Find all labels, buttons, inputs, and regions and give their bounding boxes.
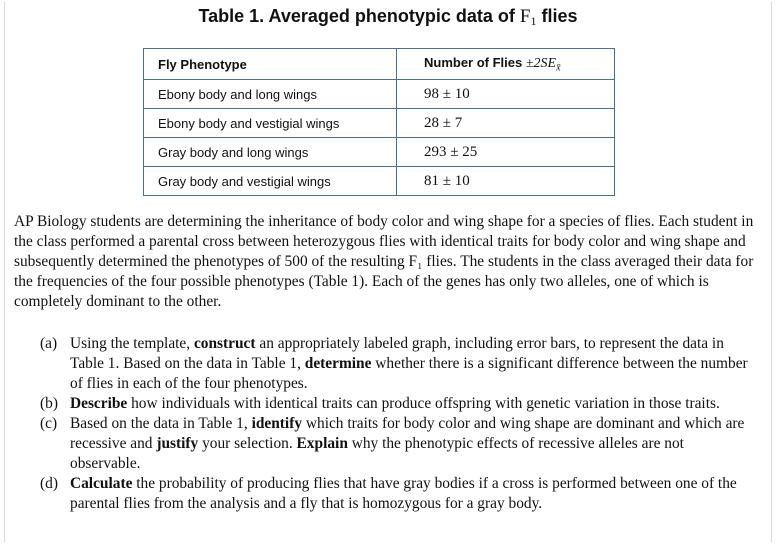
table-header-row: [144, 49, 615, 80]
table-row: [144, 80, 615, 109]
table-row: [144, 138, 615, 167]
header-count: Number of Flies $\pm 2SE_{x̄}$: [397, 49, 615, 80]
table-title: Table 1. Averaged phenotypic data of $F_1$ flies: [198, 6, 578, 28]
count-cell: 28 ± 7: [397, 109, 615, 138]
count-cell: 98 ± 10: [397, 80, 615, 109]
phenotype-cell: Gray body and vestigial wings: [144, 167, 397, 196]
count-cell: 81 ± 10: [397, 167, 615, 196]
phenotype-table: [143, 48, 615, 196]
question-label: (c): [40, 415, 58, 432]
header-phenotype: Fly Phenotype: [144, 49, 397, 80]
question-label: (d): [40, 475, 58, 492]
question-a: (a) Using the template, construct an appropriately labeled graph, including error bars, to represent the data in Table 1. Based on the data in Table 1, determine whether there is a significant difference between the number of flies in each of the four phenotypes.: [40, 335, 748, 392]
count-cell: 293 ± 25: [397, 138, 615, 167]
question-label: (b): [40, 395, 58, 412]
phenotype-cell: Gray body and long wings: [144, 138, 397, 167]
phenotype-cell: Ebony body and long wings: [144, 80, 397, 109]
question-d: (d) Calculate the probability of producing flies that have gray bodies if a cross is performed between one of the parental flies from the analysis and a fly that is homozygous for a gray body.: [40, 475, 737, 512]
question-b: (b) Describe how individuals with identical traits can produce offspring with genetic variation in those traits.: [40, 395, 720, 412]
question-c: (c) Based on the data in Table 1, identify which traits for body color and wing shape are dominant and which are recessive and justify your selection. Explain why the phenotypic effects of recessive alleles are not observable.: [40, 415, 745, 472]
question-label: (a): [40, 335, 58, 352]
phenotype-cell: Ebony body and vestigial wings: [144, 109, 397, 138]
table-row: [144, 109, 615, 138]
intro-paragraph: AP Biology students are determining the inheritance of body color and wing shape for a species of flies. Each student in the class performed a parental cross between heterozygous flies with identical traits for body color and wing shape and subsequently determined the phenotypes of 500 of the resulting F₁ flies. The students in the class averaged their data for the frequencies of the four possible phenotypes (Table 1). Each of the genes has only two alleles, one of which is completely dominant to the other.: [14, 213, 754, 310]
question-list: [40, 334, 752, 514]
table-row: [144, 167, 615, 196]
